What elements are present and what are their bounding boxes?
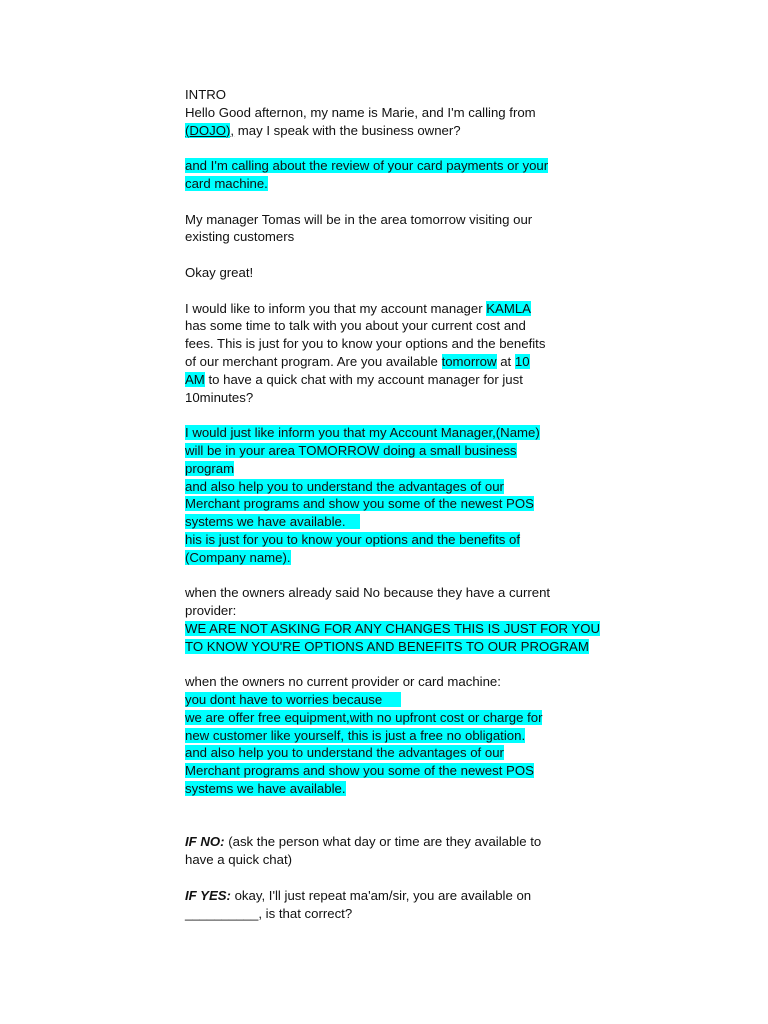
no-provider-response: new customer like yourself, this is just a free no obligation.	[185, 727, 526, 743]
manager-section	[185, 211, 585, 247]
no-provider-section	[185, 673, 585, 798]
intro-section	[185, 86, 585, 139]
if-no-line-2: have a quick chat)	[185, 852, 293, 868]
inform-line-4: of our merchant program. Are you available	[185, 353, 442, 369]
if-yes-label: IF YES:	[185, 887, 231, 903]
okay-great: Okay great!	[185, 264, 254, 280]
if-no-line-1: (ask the person what day or time are they available to	[224, 834, 542, 850]
provider-response-2: TO KNOW YOU'RE OPTIONS AND BENEFITS TO OUR PROGRAM	[185, 638, 589, 654]
alt-line: his is just for you to know your options and the benefits of	[185, 531, 521, 547]
no-provider-response: you dont have to worries because	[185, 692, 401, 708]
review-line-2: card machine.	[185, 175, 268, 191]
alt-line: program	[185, 460, 235, 476]
if-no-label: IF NO:	[185, 834, 225, 850]
alt-line: and also help you to understand the advantages of our	[185, 478, 504, 494]
company-comma: ,	[230, 122, 235, 138]
no-provider-line-1: when the owners no current provider or card machine:	[185, 674, 501, 690]
appointment-time-hour: 10	[514, 353, 530, 369]
account-manager-name: KAMLA	[486, 300, 531, 316]
okay-section	[185, 264, 585, 282]
inform-line-5: to have a quick chat with my account manager for just	[204, 371, 523, 387]
intro-line-2	[185, 122, 585, 140]
manager-line-1: My manager Tomas will be in the area tomorrow visiting our	[185, 211, 533, 227]
if-yes-line-1: okay, I'll just repeat ma'am/sir, you are available on	[230, 887, 532, 903]
appointment-time-ampm: AM	[185, 371, 205, 387]
alt-line: will be in your area TOMORROW doing a small business	[185, 442, 517, 458]
provider-line-2: provider:	[185, 603, 237, 619]
inform-line-3: fees. This is just for you to know your options and the benefits	[185, 336, 546, 352]
review-line-1: and I'm calling about the review of your card payments or your	[185, 158, 549, 174]
inform-line-1: I would like to inform you that my account manager	[185, 300, 487, 316]
if-no-section	[185, 833, 585, 869]
manager-line-2: existing customers	[185, 229, 295, 245]
alt-inform-section	[185, 424, 585, 566]
provider-line-1: when the owners already said No because they have a current	[185, 585, 551, 601]
no-provider-response: and also help you to understand the advantages of our	[185, 745, 504, 761]
intro-owner-request: may I speak with the business owner?	[234, 122, 461, 138]
inform-section	[185, 300, 585, 407]
alt-line: systems we have available.	[185, 514, 361, 530]
no-provider-response: we are offer free equipment,with no upfront cost or charge for	[185, 709, 543, 725]
script-text	[185, 86, 601, 940]
alt-line: Merchant programs and show you some of the newest POS	[185, 496, 534, 512]
date-blank: __________	[185, 905, 259, 921]
appointment-day: tomorrow	[441, 353, 497, 369]
company-name: (DOJO)	[185, 122, 231, 138]
intro-greeting: Hello Good afternon, my name is Marie, and I'm calling from	[185, 104, 536, 120]
review-section	[185, 157, 585, 193]
if-yes-section	[185, 887, 585, 923]
no-provider-response: Merchant programs and show you some of the newest POS	[185, 763, 534, 779]
if-yes-line-2: , is that correct?	[258, 905, 353, 921]
alt-line: I would just like inform you that my Account Manager,(Name)	[185, 425, 540, 441]
current-provider-section	[185, 584, 601, 655]
inform-line-6: 10minutes?	[185, 389, 254, 405]
intro-heading: INTRO	[185, 87, 227, 102]
inform-at: at	[496, 353, 515, 369]
no-provider-response: systems we have available.	[185, 781, 346, 797]
inform-line-2: has some time to talk with you about your current cost and	[185, 318, 526, 334]
alt-line: (Company name).	[185, 549, 291, 565]
provider-response-1: WE ARE NOT ASKING FOR ANY CHANGES THIS IS JUST FOR YOU	[185, 620, 601, 636]
